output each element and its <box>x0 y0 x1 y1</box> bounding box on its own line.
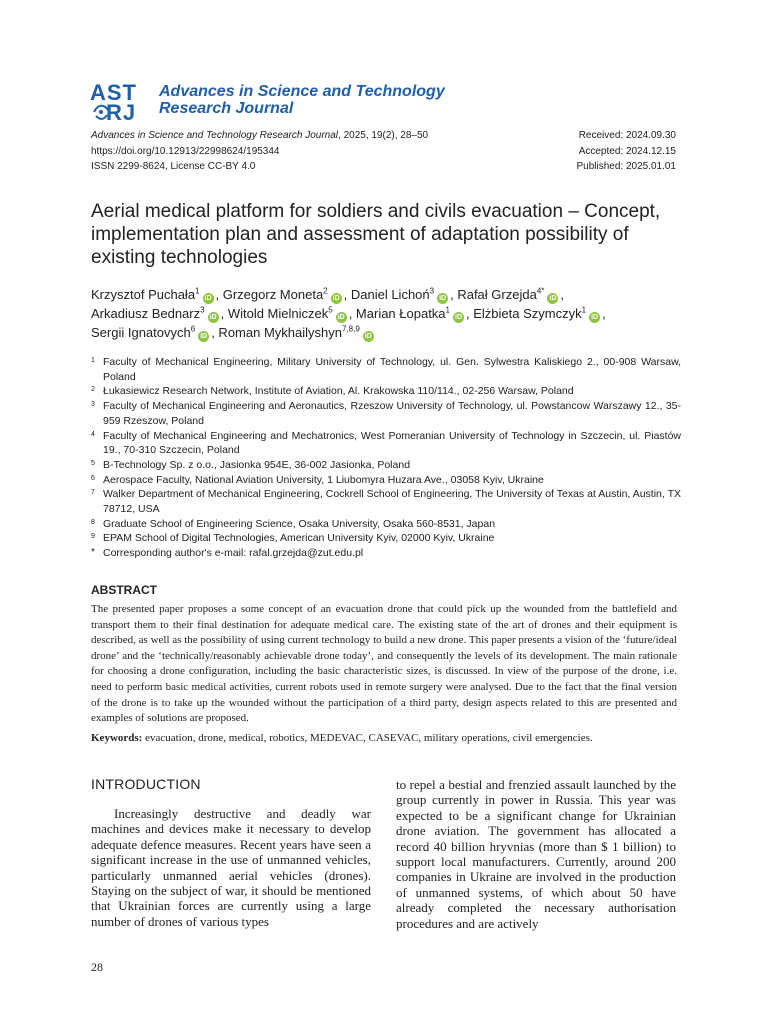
affiliation-item <box>91 517 681 532</box>
keywords-label: Keywords: <box>91 732 143 744</box>
author-list <box>91 285 691 342</box>
affiliation-number: * <box>91 547 95 559</box>
introduction-heading: INTRODUCTION <box>91 776 201 792</box>
affiliation-number: 6 <box>91 474 95 482</box>
author-name: Roman Mykhailyshyn <box>214 325 342 340</box>
affiliation-item <box>91 355 681 384</box>
logo-text-bottom: RJ <box>106 100 137 125</box>
introduction-right-column: to repel a bestial and frenzied assault launched by the group currently in power in Russia. This year was expected to be a significant change for Ukrainian drone aviation. The government has allocated a record 40 billion hryvnias (more than $ 1 billion) to support local manufacturers. Currently, around 200 companies in Ukraine are involved in the production of unmanned systems, of which about 50 have already completed the necessary authorisation procedures and are actively <box>396 777 676 931</box>
affiliation-text: Walker Department of Mechanical Engineering, Cockrell School of Engineering, The University of Texas at Austin, Austin, TX 78712, USA <box>103 488 681 516</box>
orcid-icon[interactable]: iD <box>455 314 462 321</box>
citation-journal-name: Advances in Science and Technology Research Journal <box>91 130 339 141</box>
affiliation-number: 2 <box>91 386 95 394</box>
affiliation-number: 9 <box>91 533 95 541</box>
author-separator: , <box>211 325 215 340</box>
author-separator: , <box>466 306 470 321</box>
orcid-icon[interactable]: iD <box>209 314 217 321</box>
affiliation-item <box>91 399 681 428</box>
author-separator: , <box>560 287 564 302</box>
author-name: Daniel Lichoń <box>347 287 430 302</box>
affiliation-number: 1 <box>91 357 95 364</box>
author-name: Rafał Grzejda <box>453 287 537 302</box>
citation-volume: , 2025, 19(2), 28–50 <box>338 130 429 141</box>
keywords <box>91 731 681 746</box>
author-affiliation-marker: 6 <box>190 324 196 334</box>
affiliation-number: 5 <box>91 459 95 467</box>
affiliation-item <box>91 384 681 399</box>
journal-title-line2: Research Journal <box>159 100 294 117</box>
affiliation-number: 8 <box>91 518 95 526</box>
author-name: Sergii Ignatovych <box>91 325 191 340</box>
author-name: Marian Łopatka <box>352 306 446 321</box>
affiliation-item <box>91 487 681 516</box>
dates-block <box>576 128 676 175</box>
affiliation-text: Faculty of Mechanical Engineering, Military University of Technology, ul. Gen. Sylwestra Kaliskiego 2., 00-908 Warsaw, Poland <box>103 356 681 383</box>
author-affiliation-marker: 4* <box>536 286 545 296</box>
abstract-heading: ABSTRACT <box>91 583 157 597</box>
author-separator: , <box>602 306 606 321</box>
affiliation-item <box>91 458 681 473</box>
accepted-date: Accepted: 2024.12.15 <box>578 145 676 157</box>
author-separator: , <box>348 306 353 321</box>
affiliation-text: Faculty of Mechanical Engineering and Aeronautics, Rzeszow University of Technology, ul. Powstancow Warszawy 12., 35-959 Rzeszow, Poland <box>103 400 681 427</box>
author-affiliation-marker: 1 <box>195 286 200 296</box>
received-date: Received: 2024.09.30 <box>578 130 676 141</box>
author-affiliation-marker: 1 <box>445 305 450 315</box>
author-affiliation-marker: 7,8,9 <box>341 324 360 334</box>
orcid-icon[interactable]: iD <box>549 295 557 302</box>
affiliation-list <box>91 355 681 561</box>
doi-link[interactable]: https://doi.org/10.12913/22998624/195344 <box>91 145 280 157</box>
author-name: Elżbieta Szymczyk <box>469 306 582 321</box>
affiliation-text: Łukasiewicz Research Network, Institute of Aviation, Al. Krakowska 110/114., 02-256 Warsaw, Poland <box>103 385 574 398</box>
orcid-icon[interactable]: iD <box>591 314 599 321</box>
affiliation-text: Faculty of Mechanical Engineering and Mechatronics, West Pomeranian University of Technology in Szczecin, ul. Piastów 19., 70-310 Szczecin, Poland <box>103 429 681 457</box>
affiliation-item <box>91 473 681 488</box>
author-affiliation-marker: 3 <box>429 286 435 296</box>
orcid-icon[interactable]: iD <box>204 295 212 302</box>
author-affiliation-marker: 1 <box>581 305 587 315</box>
orcid-icon[interactable]: iD <box>332 295 340 302</box>
page-number: 28 <box>91 960 103 974</box>
author-separator: , <box>215 287 220 302</box>
journal-title-line1: Advances in Science and Technology <box>159 83 445 100</box>
orcid-icon[interactable]: iD <box>439 295 447 302</box>
author-name: Grzegorz Moneta <box>219 287 324 302</box>
published-date: Published: 2025.01.01 <box>576 161 676 172</box>
affiliation-item <box>91 429 681 458</box>
affiliation-text: B-Technology Sp. z o.o., Jasionka 954E, 36-002 Jasionka, Poland <box>103 458 411 471</box>
affiliation-number: 3 <box>91 401 95 409</box>
citation-line <box>91 128 428 144</box>
author-separator: , <box>450 287 454 302</box>
introduction-left-column: Increasingly destructive and deadly war machines and devices make it necessary to develop adequate defence measures. Recent years have seen a significant increase in the use of unmanned vehicles, particularly unmanned aerial vehicles (drones). Staying on the subject of war, it should be mentioned that Ukrainian forces are currently using a large number of drones of various types <box>91 806 371 929</box>
citation-block <box>91 128 428 175</box>
logo-text-top: AST <box>90 80 137 105</box>
author-affiliation-marker: 5 <box>328 305 333 315</box>
journal-logo <box>90 80 160 124</box>
abstract-text: The presented paper proposes a some concept of an evacuation drone that could pick up the wounded from the battlefield and transport them to their final destination for adequate medical care. The existing state of the art of drones and their equipment is described, as well as the possibility of using current technology to build a new drone. This paper presents a vision of the ‘future/ideal drone’ and the ‘technically/reasonably achievable drone today’, and consequently the levels of its development. The main rationale for choosing a drone configuration, including the basic characteristic sizes, is discussed. In view of the purpose of the drone, i.e. need to perform basic medical activities, current robots used in remote surgery were analysed. Due to the fact that the final version of the drone is to take up the wounded without the participation of a third party, design aspects related to this are presented and examples of solutions are proposed. <box>91 603 677 725</box>
affiliation-text: EPAM School of Digital Technologies, American University Kyiv, 02000 Kyiv, Ukraine <box>103 532 495 545</box>
affiliation-text: Aerospace Faculty, National Aviation University, 1 Liubomyra Huzara Ave., 03058 Kyiv, Ukraine <box>103 473 544 486</box>
journal-title <box>159 83 445 117</box>
orcid-icon[interactable]: iD <box>337 314 345 321</box>
affiliation-item <box>91 546 681 561</box>
author-name: Witold Mielniczek <box>224 306 329 321</box>
affiliation-text: Graduate School of Engineering Science, Osaka University, Osaka 560-8531, Japan <box>103 517 496 530</box>
author-separator: , <box>220 306 225 321</box>
author-name: Arkadiusz Bednarz <box>91 306 201 321</box>
author-separator: , <box>343 287 348 302</box>
issn-license: ISSN 2299-8624, License CC-BY 4.0 <box>91 161 256 172</box>
orcid-icon[interactable]: iD <box>364 333 372 340</box>
affiliation-item <box>91 531 681 546</box>
affiliation-number: 7 <box>91 489 95 497</box>
author-affiliation-marker: 3 <box>200 305 205 315</box>
author-affiliation-marker: 2 <box>323 286 328 296</box>
affiliation-text: Corresponding author's e-mail: rafal.grzejda@zut.edu.pl <box>103 547 364 560</box>
orcid-icon[interactable]: iD <box>200 333 208 340</box>
author-name: Krzysztof Puchała <box>91 287 196 302</box>
article-title: Aerial medical platform for soldiers and civils evacuation – Concept, implementation plan and assessment of adaptation possibility of existing technologies <box>91 201 661 268</box>
affiliation-number: 4 <box>91 430 95 438</box>
keywords-text: evacuation, drone, medical, robotics, MEDEVAC, CASEVAC, military operations, civil emergencies. <box>142 732 593 744</box>
